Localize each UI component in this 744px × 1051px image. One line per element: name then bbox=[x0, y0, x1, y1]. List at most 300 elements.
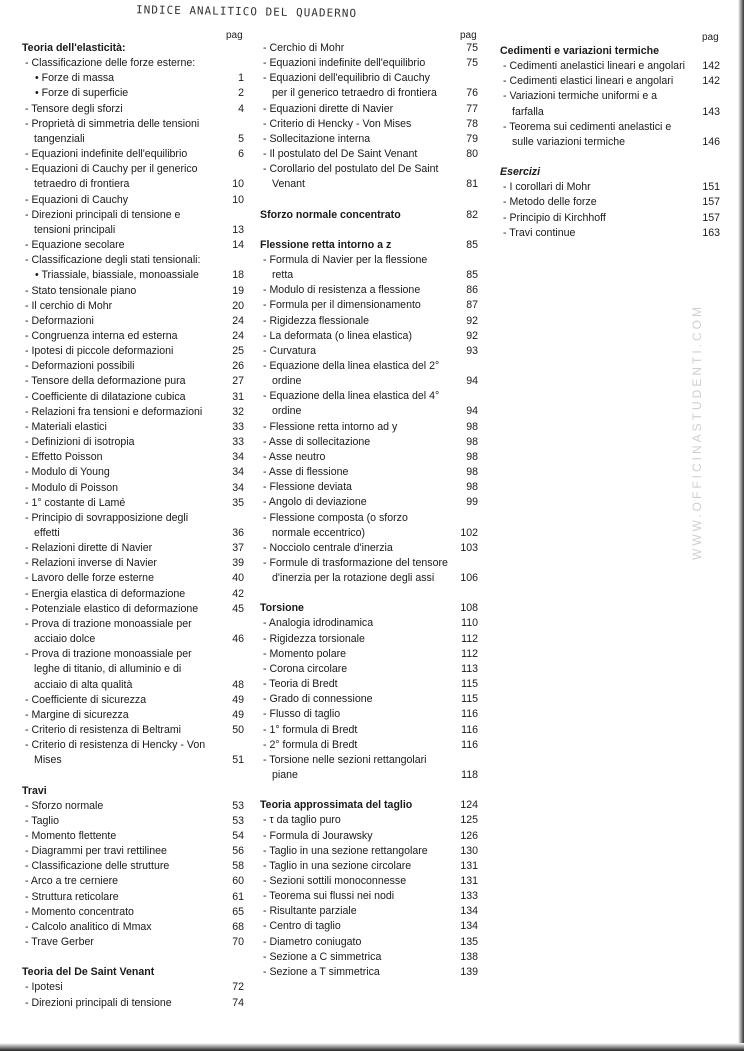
entry-title: - 2° formula di Bredt bbox=[263, 738, 358, 751]
entry-title: - Equazione secolare bbox=[25, 239, 125, 252]
entry-title: - Criterio di resistenza di Hencky - Von Mises bbox=[25, 739, 206, 767]
page-number: 135 bbox=[460, 935, 478, 948]
index-column-3 bbox=[500, 44, 720, 241]
index-entry bbox=[260, 950, 478, 965]
section-gap bbox=[260, 193, 478, 208]
entry-title: - Coefficiente di dilatazione cubica bbox=[25, 390, 186, 403]
index-entry bbox=[500, 120, 720, 150]
entry-title: - Classificazione degli stati tensionali: bbox=[25, 254, 201, 267]
index-entry bbox=[260, 859, 478, 874]
entry-title: • Forze di massa bbox=[35, 72, 115, 85]
entry-title: Torsione bbox=[260, 602, 304, 615]
page-number: 19 bbox=[232, 284, 244, 297]
index-entry bbox=[260, 450, 478, 465]
index-entry bbox=[22, 359, 244, 374]
entry-title: - Cedimenti elastici lineari e angolari bbox=[503, 75, 674, 88]
index-entry bbox=[22, 511, 244, 541]
page-number: 49 bbox=[232, 693, 244, 706]
page-number: 116 bbox=[461, 738, 478, 751]
index-entry bbox=[260, 71, 478, 101]
index-entry bbox=[22, 162, 244, 192]
page-number: 98 bbox=[466, 420, 478, 433]
index-column-2 bbox=[260, 41, 478, 980]
index-entry bbox=[260, 889, 478, 904]
index-entry bbox=[260, 723, 478, 738]
entry-title: Esercizi bbox=[500, 166, 541, 179]
entry-title: - Diametro coniugato bbox=[263, 935, 362, 948]
index-entry bbox=[22, 374, 244, 389]
index-entry bbox=[260, 662, 478, 677]
entry-title: - Principio di Kirchhoff bbox=[503, 211, 606, 224]
entry-title: - Classificazione delle strutture bbox=[25, 860, 170, 873]
entry-title: - Analogia idrodinamica bbox=[263, 617, 374, 630]
page-number: 92 bbox=[466, 314, 478, 327]
index-entry bbox=[500, 195, 720, 210]
page-number: 56 bbox=[232, 845, 244, 858]
page-number: 110 bbox=[461, 617, 478, 630]
page-number: 45 bbox=[232, 602, 244, 615]
index-entry bbox=[22, 723, 244, 738]
handwritten-header: INDICE ANALITICO DEL QUADERNO bbox=[135, 3, 358, 21]
index-entry bbox=[22, 602, 244, 617]
entry-title: - Centro di taglio bbox=[263, 920, 341, 933]
entry-title: - Diagrammi per travi rettilinee bbox=[25, 845, 167, 858]
entry-title: - Stato tensionale piano bbox=[25, 284, 137, 297]
index-entry bbox=[22, 344, 244, 359]
page-number: 130 bbox=[460, 844, 478, 857]
index-entry bbox=[22, 708, 244, 723]
entry-title: - τ da taglio puro bbox=[263, 814, 341, 827]
index-entry bbox=[260, 359, 478, 389]
index-entry bbox=[260, 556, 478, 586]
index-entry bbox=[260, 738, 478, 753]
page-number: 53 bbox=[232, 814, 244, 827]
entry-title: - Modulo di Young bbox=[25, 466, 110, 479]
entry-title: - Prova di trazione monoassiale per leghe di titanio, di alluminio e di acciaio di alta qualità bbox=[25, 648, 192, 691]
page-number: 68 bbox=[232, 920, 244, 933]
index-entry bbox=[260, 647, 478, 662]
index-entry bbox=[260, 314, 478, 329]
entry-title: - Rigidezza torsionale bbox=[263, 632, 365, 645]
section-heading bbox=[260, 798, 478, 813]
index-entry bbox=[260, 420, 478, 435]
entry-title: - Travi continue bbox=[503, 226, 576, 239]
index-entry bbox=[260, 283, 478, 298]
page-number: 77 bbox=[466, 102, 478, 115]
index-entry bbox=[260, 844, 478, 859]
index-entry bbox=[22, 738, 244, 768]
entry-title: - Calcolo analitico di Mmax bbox=[25, 920, 152, 933]
entry-title: - Arco a tre cerniere bbox=[25, 875, 119, 888]
entry-title: - Asse neutro bbox=[263, 450, 326, 463]
page-number: 34 bbox=[232, 451, 244, 464]
index-entry bbox=[22, 117, 244, 147]
entry-title: - Modulo di Poisson bbox=[25, 481, 119, 494]
page-number: 20 bbox=[232, 299, 244, 312]
entry-title: - Modulo di resistenza a flessione bbox=[263, 284, 421, 297]
index-entry bbox=[260, 632, 478, 647]
section-gap bbox=[22, 950, 244, 965]
page-number: 34 bbox=[232, 466, 244, 479]
index-entry bbox=[22, 465, 244, 480]
entry-title: - Coefficiente di sicurezza bbox=[25, 693, 147, 706]
index-entry bbox=[260, 389, 478, 419]
index-entry bbox=[260, 435, 478, 450]
entry-title: - Relazioni inverse di Navier bbox=[25, 557, 157, 570]
index-entry bbox=[22, 71, 244, 86]
page-number: 32 bbox=[232, 405, 244, 418]
index-entry bbox=[22, 86, 244, 101]
page-number: 134 bbox=[460, 920, 478, 933]
index-entry bbox=[260, 511, 478, 541]
page-number: 65 bbox=[232, 905, 244, 918]
page-number: 42 bbox=[232, 587, 244, 600]
index-entry bbox=[260, 147, 478, 162]
page-number: 48 bbox=[232, 678, 244, 691]
index-entry bbox=[500, 89, 720, 119]
entry-title: - Relazioni fra tensioni e deformazioni bbox=[25, 405, 203, 418]
index-entry bbox=[260, 480, 478, 495]
entry-title: - Prova di trazione monoassiale per acciaio dolce bbox=[25, 617, 192, 646]
section-heading bbox=[260, 238, 478, 253]
page-number: 10 bbox=[232, 193, 244, 206]
page-number: 146 bbox=[702, 135, 720, 148]
page-number: 131 bbox=[460, 874, 478, 887]
entry-title: - Momento polare bbox=[263, 647, 347, 660]
section-heading bbox=[22, 784, 244, 799]
index-entry bbox=[500, 74, 720, 89]
entry-title: - Formula per il dimensionamento bbox=[263, 299, 421, 312]
index-entry bbox=[22, 814, 244, 829]
page-number: 76 bbox=[466, 87, 478, 100]
page-number: 82 bbox=[466, 208, 478, 221]
entry-title: - Direzioni principali di tensione bbox=[25, 996, 172, 1009]
entry-title: - I corollari di Mohr bbox=[503, 181, 591, 194]
entry-title: - Relazioni dirette di Navier bbox=[25, 542, 153, 555]
page-number: 13 bbox=[232, 223, 244, 236]
index-entry bbox=[22, 314, 244, 329]
index-entry bbox=[260, 692, 478, 707]
page-number: 34 bbox=[232, 481, 244, 494]
section-heading bbox=[260, 601, 478, 616]
index-entry bbox=[22, 996, 244, 1011]
index-entry bbox=[260, 874, 478, 889]
index-entry bbox=[22, 208, 244, 238]
entry-title: - Equazioni di Cauchy per il generico tetraedro di frontiera bbox=[25, 163, 198, 191]
page-number: 5 bbox=[238, 132, 244, 145]
page-number: 49 bbox=[232, 708, 244, 721]
index-entry bbox=[22, 481, 244, 496]
entry-title: - Corona circolare bbox=[263, 662, 348, 675]
entry-title: - Cedimenti anelastici lineari e angolari bbox=[503, 60, 685, 73]
index-entry bbox=[22, 980, 244, 995]
index-entry bbox=[260, 707, 478, 722]
entry-title: - Tensore degli sforzi bbox=[25, 102, 123, 115]
entry-title: - Lavoro delle forze esterne bbox=[25, 572, 154, 585]
index-entry bbox=[260, 677, 478, 692]
section-heading bbox=[22, 41, 244, 56]
page-number: 6 bbox=[238, 148, 244, 161]
section-heading bbox=[500, 165, 720, 180]
entry-title: Teoria approssimata del taglio bbox=[260, 799, 413, 812]
index-entry bbox=[22, 587, 244, 602]
entry-title: - Sezione a C simmetrica bbox=[263, 950, 382, 963]
page-number: 157 bbox=[702, 211, 720, 224]
page-number: 157 bbox=[702, 196, 720, 209]
entry-title: - La deformata (o linea elastica) bbox=[263, 329, 412, 342]
entry-title: - Equazioni dell'equilibrio di Cauchy per il generico tetraedro di frontiera bbox=[263, 72, 437, 100]
page-number: 118 bbox=[461, 769, 478, 782]
page-number: 79 bbox=[466, 132, 478, 145]
index-entry bbox=[22, 799, 244, 814]
page-number: 81 bbox=[466, 178, 478, 191]
page-number: 138 bbox=[460, 950, 478, 963]
entry-title: - Sezione a T simmetrica bbox=[263, 965, 380, 978]
entry-title: - Ipotesi bbox=[25, 981, 63, 994]
pag-label-col1: pag bbox=[226, 30, 243, 41]
page-number: 14 bbox=[232, 239, 244, 252]
entry-title: - Ipotesi di piccole deformazioni bbox=[25, 345, 174, 358]
page-number: 24 bbox=[232, 329, 244, 342]
entry-title: - Potenziale elastico di deformazione bbox=[25, 602, 199, 615]
page-number: 94 bbox=[466, 375, 478, 388]
section-gap bbox=[260, 586, 478, 601]
pag-label-col2: pag bbox=[460, 30, 477, 41]
page-number: 75 bbox=[466, 42, 478, 54]
entry-title: - Struttura reticolare bbox=[25, 890, 119, 903]
entry-title: - Formula di Jourawsky bbox=[263, 829, 373, 842]
entry-title: - Teorema sui cedimenti anelastici e sulle variazioni termiche bbox=[503, 120, 672, 148]
page-number: 98 bbox=[466, 450, 478, 463]
page-number: 143 bbox=[702, 105, 720, 118]
watermark-text: WWW.OFFICINASTUDENTI.COM bbox=[690, 304, 704, 560]
section-gap bbox=[260, 223, 478, 238]
entry-title: - Teorema sui flussi nei nodi bbox=[263, 890, 395, 903]
entry-title: - Il postulato del De Saint Venant bbox=[263, 148, 418, 161]
page-number: 35 bbox=[232, 496, 244, 509]
index-entry bbox=[260, 329, 478, 344]
entry-title: - Criterio di Hencky - Von Mises bbox=[263, 117, 412, 130]
index-entry bbox=[260, 935, 478, 950]
entry-title: - Variazioni termiche uniformi e a farfalla bbox=[503, 90, 658, 118]
page-number: 108 bbox=[460, 602, 478, 615]
section-gap bbox=[260, 783, 478, 798]
index-entry bbox=[22, 556, 244, 571]
index-entry bbox=[22, 890, 244, 905]
index-entry bbox=[500, 211, 720, 226]
entry-title: - Taglio in una sezione circolare bbox=[263, 859, 412, 872]
entry-title: - Angolo di deviazione bbox=[263, 496, 367, 509]
index-entry bbox=[22, 571, 244, 586]
index-entry bbox=[260, 616, 478, 631]
page-number: 53 bbox=[232, 799, 244, 812]
index-entry bbox=[260, 132, 478, 147]
index-entry bbox=[260, 965, 478, 980]
entry-title: - Formule di trasformazione del tensore d'inerzia per la rotazione degli assi bbox=[263, 557, 448, 585]
page-number: 115 bbox=[461, 693, 478, 706]
entry-title: - Nocciolo centrale d'inerzia bbox=[263, 541, 393, 554]
page-number: 85 bbox=[466, 269, 478, 282]
entry-title: - Il cerchio di Mohr bbox=[25, 299, 113, 312]
page-number: 80 bbox=[466, 148, 478, 161]
index-entry bbox=[22, 496, 244, 511]
entry-title: • Forze di superficie bbox=[35, 87, 129, 100]
index-entry bbox=[22, 390, 244, 405]
index-entry bbox=[260, 41, 478, 56]
page-number: 106 bbox=[460, 572, 478, 585]
entry-title: - Deformazioni bbox=[25, 314, 94, 327]
index-entry bbox=[22, 420, 244, 435]
page-number: 116 bbox=[461, 708, 478, 721]
index-entry bbox=[22, 829, 244, 844]
index-entry bbox=[22, 102, 244, 117]
page-number: 124 bbox=[460, 799, 478, 812]
entry-title: - Materiali elastici bbox=[25, 420, 107, 433]
entry-title: - Momento flettente bbox=[25, 829, 117, 842]
index-column-1 bbox=[22, 41, 244, 1011]
index-entry bbox=[260, 919, 478, 934]
page-number: 24 bbox=[232, 314, 244, 327]
section-heading bbox=[260, 208, 478, 223]
entry-title: - Taglio bbox=[25, 814, 59, 827]
entry-title: - Cerchio di Mohr bbox=[263, 42, 345, 54]
page-number: 31 bbox=[232, 390, 244, 403]
section-heading bbox=[22, 965, 244, 980]
entry-title: - Teoria di Bredt bbox=[263, 678, 338, 691]
page-number: 46 bbox=[232, 633, 244, 646]
entry-title: - Energia elastica di deformazione bbox=[25, 587, 186, 600]
entry-title: Teoria del De Saint Venant bbox=[22, 966, 155, 979]
page-number: 36 bbox=[232, 527, 244, 539]
entry-title: - Curvatura bbox=[263, 344, 316, 357]
entry-title: - Grado di connessione bbox=[263, 693, 373, 706]
index-entry bbox=[22, 844, 244, 859]
page-number: 85 bbox=[466, 238, 478, 251]
page-number: 142 bbox=[702, 75, 720, 88]
index-entry bbox=[260, 465, 478, 480]
index-entry bbox=[22, 859, 244, 874]
index-entry bbox=[260, 298, 478, 313]
entry-title: - Rigidezza flessionale bbox=[263, 314, 369, 327]
index-entry bbox=[22, 253, 244, 268]
page-number: 126 bbox=[460, 829, 478, 842]
index-entry bbox=[260, 753, 478, 783]
page-number: 33 bbox=[232, 436, 244, 449]
page-number: 112 bbox=[461, 647, 478, 660]
entry-title: - Momento concentrato bbox=[25, 905, 134, 918]
page-number: 2 bbox=[238, 87, 244, 100]
entry-title: - Flessione composta (o sforzo normale eccentrico) bbox=[263, 511, 408, 539]
index-entry bbox=[22, 56, 244, 71]
index-entry bbox=[22, 435, 244, 450]
entry-title: - Sollecitazione interna bbox=[263, 132, 371, 145]
page-number: 72 bbox=[232, 981, 244, 994]
page-number: 102 bbox=[460, 526, 478, 539]
entry-title: - Asse di sollecitazione bbox=[263, 435, 371, 448]
page-number: 103 bbox=[460, 541, 478, 554]
index-entry bbox=[260, 495, 478, 510]
page-number: 113 bbox=[461, 662, 478, 675]
entry-title: - Equazioni dirette di Navier bbox=[263, 102, 394, 115]
entry-title: - Congruenza interna ed esterna bbox=[25, 329, 178, 342]
entry-title: - Metodo delle forze bbox=[503, 196, 597, 209]
index-entry bbox=[22, 693, 244, 708]
section-gap bbox=[500, 150, 720, 165]
page-number: 40 bbox=[232, 572, 244, 585]
entry-title: - Flessione deviata bbox=[263, 481, 352, 494]
page-number: 98 bbox=[466, 481, 478, 494]
entry-title: - Proprietà di simmetria delle tensioni tangenziali bbox=[25, 117, 200, 145]
index-entry bbox=[22, 284, 244, 299]
index-entry bbox=[22, 405, 244, 420]
entry-title: - Flusso di taglio bbox=[263, 708, 341, 721]
entry-title: - 1° costante di Lamé bbox=[25, 496, 126, 509]
index-entry bbox=[260, 813, 478, 828]
section-heading bbox=[500, 44, 720, 59]
page-number: 78 bbox=[466, 117, 478, 130]
page-number: 133 bbox=[460, 890, 478, 903]
index-entry bbox=[260, 56, 478, 71]
entry-title: - Flessione retta intorno ad y bbox=[263, 420, 398, 433]
page-number: 163 bbox=[702, 226, 720, 239]
page-number: 98 bbox=[466, 435, 478, 448]
index-entry bbox=[22, 450, 244, 465]
entry-title: - Risultante parziale bbox=[263, 905, 357, 918]
entry-title: - Classificazione delle forze esterne: bbox=[25, 57, 196, 70]
entry-title: Sforzo normale concentrato bbox=[260, 208, 401, 221]
entry-title: - Equazione della linea elastica del 4° ordine bbox=[263, 390, 440, 418]
page-number: 87 bbox=[466, 299, 478, 312]
scan-edge-bottom bbox=[0, 1043, 744, 1051]
entry-title: - Corollario del postulato del De Saint Venant bbox=[263, 163, 439, 191]
entry-title: Flessione retta intorno a z bbox=[260, 238, 392, 251]
page-number: 39 bbox=[232, 557, 244, 570]
page-number: 75 bbox=[466, 57, 478, 70]
page-number: 151 bbox=[702, 181, 720, 194]
page-number: 134 bbox=[460, 905, 478, 918]
index-entry bbox=[22, 874, 244, 889]
index-entry bbox=[260, 344, 478, 359]
page-number: 60 bbox=[232, 875, 244, 888]
scan-edge-right bbox=[738, 0, 744, 1051]
page-number: 92 bbox=[466, 329, 478, 342]
index-entry bbox=[500, 59, 720, 74]
page-number: 25 bbox=[232, 345, 244, 358]
entry-title: - Principio di sovrapposizione degli effetti bbox=[25, 511, 189, 539]
page-number: 125 bbox=[460, 814, 478, 827]
page-number: 116 bbox=[461, 723, 478, 736]
page-number: 115 bbox=[461, 678, 478, 691]
page-number: 86 bbox=[466, 284, 478, 297]
page-number: 26 bbox=[232, 360, 244, 373]
page-number: 4 bbox=[238, 102, 244, 115]
entry-title: - Effetto Poisson bbox=[25, 451, 103, 464]
index-entry bbox=[22, 193, 244, 208]
entry-title: Travi bbox=[22, 784, 47, 797]
index-entry bbox=[22, 238, 244, 253]
entry-title: - Equazioni di Cauchy bbox=[25, 193, 129, 206]
page-number: 139 bbox=[460, 965, 478, 978]
index-entry bbox=[260, 117, 478, 132]
index-entry bbox=[22, 329, 244, 344]
entry-title: - Trave Gerber bbox=[25, 936, 94, 949]
index-entry bbox=[22, 647, 244, 692]
page-number: 51 bbox=[232, 754, 244, 767]
entry-title: - Margine di sicurezza bbox=[25, 708, 129, 721]
page-number: 99 bbox=[466, 496, 478, 509]
index-entry bbox=[22, 920, 244, 935]
index-entry bbox=[260, 253, 478, 283]
